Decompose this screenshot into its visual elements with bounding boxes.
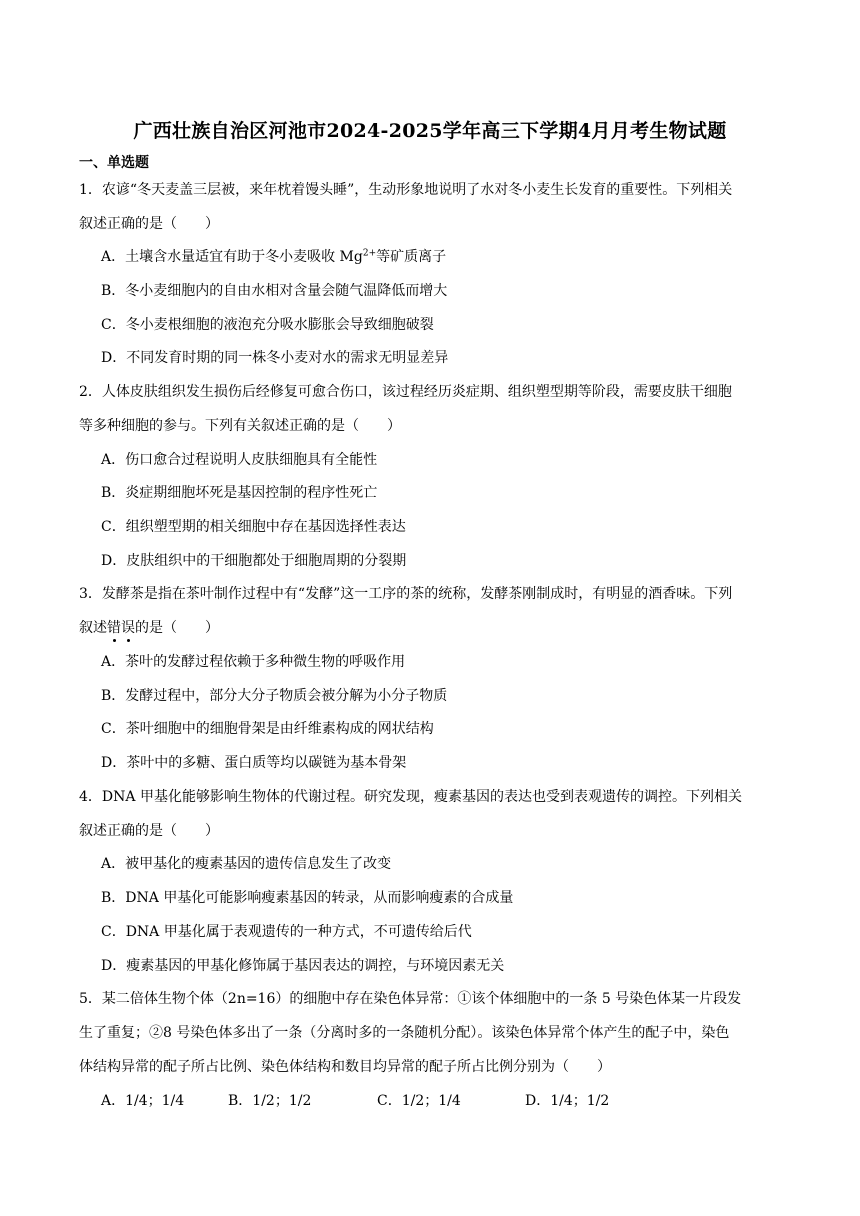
q2-option-d[interactable]: D．皮肤组织中的干细胞都处于细胞周期的分裂期 xyxy=(101,553,407,569)
q3-stem-line2 xyxy=(79,618,219,638)
q3-option-a[interactable]: A．茶叶的发酵过程依赖于多种微生物的呼吸作用 xyxy=(101,654,406,670)
q4-option-c[interactable]: C．DNA 甲基化属于表观遗传的一种方式，不可遗传给后代 xyxy=(101,924,472,940)
q1-option-a-superscript: 2+ xyxy=(362,248,377,259)
q2-option-b[interactable]: B．炎症期细胞坏死是基因控制的程序性死亡 xyxy=(101,485,378,501)
q3-emphasis-char-1: 错 xyxy=(107,620,121,636)
q5-options-row xyxy=(101,1091,661,1111)
q3-stem-line2-pre: 叙述 xyxy=(79,620,107,636)
page-title: 广西壮族自治区河池市2024-2025学年高三下学期4月月考生物试题 xyxy=(133,120,727,142)
q1-option-a-post: 质离子 xyxy=(404,249,447,265)
q4-option-d[interactable]: D．瘦素基因的甲基化修饰属于基因表达的调控，与环境因素无关 xyxy=(101,958,505,974)
q3-stem-line1: 3．发酵茶是指在茶叶制作过程中有“发酵”这一工序的茶的统称，发酵茶刚制成时，有明显的酒香味。下列 xyxy=(79,586,733,602)
q4-option-b[interactable]: B．DNA 甲基化可能影响瘦素基因的转录，从而影响瘦素的合成量 xyxy=(101,890,514,906)
q3-stem-line2-post: 的是（ ） xyxy=(135,620,219,636)
q5-option-d[interactable]: D．1/4；1/2 xyxy=(525,1093,610,1109)
q1-option-a-text: A．土壤含水量适宜有助于冬小麦吸收 Mg xyxy=(101,249,363,265)
q1-option-b[interactable]: B．冬小麦细胞内的自由水相对含量会随气温降低而增大 xyxy=(101,283,448,299)
q1-stem-line2: 叙述正确的是（ ） xyxy=(79,216,219,232)
section-heading: 一、单选题 xyxy=(79,155,149,171)
q2-option-c[interactable]: C．组织塑型期的相关细胞中存在基因选择性表达 xyxy=(101,519,406,535)
q1-option-a[interactable] xyxy=(101,247,446,267)
q4-stem-line1: 4．DNA 甲基化能够影响生物体的代谢过程。研究发现，瘦素基因的表达也受到表观遗传的调控。下列相关 xyxy=(79,789,742,805)
q1-option-a-mid: 等矿 xyxy=(376,249,405,265)
q1-option-d[interactable]: D．不同发育时期的同一株冬小麦对水的需求无明显差异 xyxy=(101,350,449,366)
q2-option-a[interactable]: A．伤口愈合过程说明人皮肤细胞具有全能性 xyxy=(101,452,378,468)
q2-stem-line1: 2．人体皮肤组织发生损伤后经修复可愈合伤口，该过程经历炎症期、组织塑型期等阶段，需要皮肤干细胞 xyxy=(79,384,732,400)
q5-stem-line3: 体结构异常的配子所占比例、染色体结构和数目均异常的配子所占比例分别为（ ） xyxy=(79,1059,611,1075)
q5-option-b[interactable]: B．1/2；1/2 xyxy=(228,1093,312,1109)
q3-option-c[interactable]: C．茶叶细胞中的细胞骨架是由纤维素构成的网状结构 xyxy=(101,721,434,737)
q3-option-d[interactable]: D．茶叶中的多糖、蛋白质等均以碳链为基本骨架 xyxy=(101,755,407,771)
q1-stem-line1: 1．农谚“冬天麦盖三层被，来年枕着馒头睡”，生动形象地说明了水对冬小麦生长发育的重要性。下列相关 xyxy=(79,182,733,198)
q3-option-b[interactable]: B．发酵过程中，部分大分子物质会被分解为小分子物质 xyxy=(101,688,448,704)
q5-option-c[interactable]: C．1/2；1/4 xyxy=(377,1093,461,1109)
q5-stem-line1: 5．某二倍体生物个体（2n=16）的细胞中存在染色体异常：①该个体细胞中的一条 5 号染色体某一片段发 xyxy=(79,991,742,1007)
q4-option-a[interactable]: A．被甲基化的瘦素基因的遗传信息发生了改变 xyxy=(101,856,392,872)
q3-emphasis-char-2: 误 xyxy=(121,620,135,636)
q2-stem-line2: 等多种细胞的参与。下列有关叙述正确的是（ ） xyxy=(79,418,401,434)
q5-option-a[interactable]: A．1/4；1/4 xyxy=(101,1093,185,1109)
q1-option-c[interactable]: C．冬小麦根细胞的液泡充分吸水膨胀会导致细胞破裂 xyxy=(101,317,434,333)
q4-stem-line2: 叙述正确的是（ ） xyxy=(79,823,219,839)
q5-stem-line2: 生了重复；②8 号染色体多出了一条（分离时多的一条随机分配）。该染色体异常个体产生的配子中，染色 xyxy=(79,1025,730,1041)
